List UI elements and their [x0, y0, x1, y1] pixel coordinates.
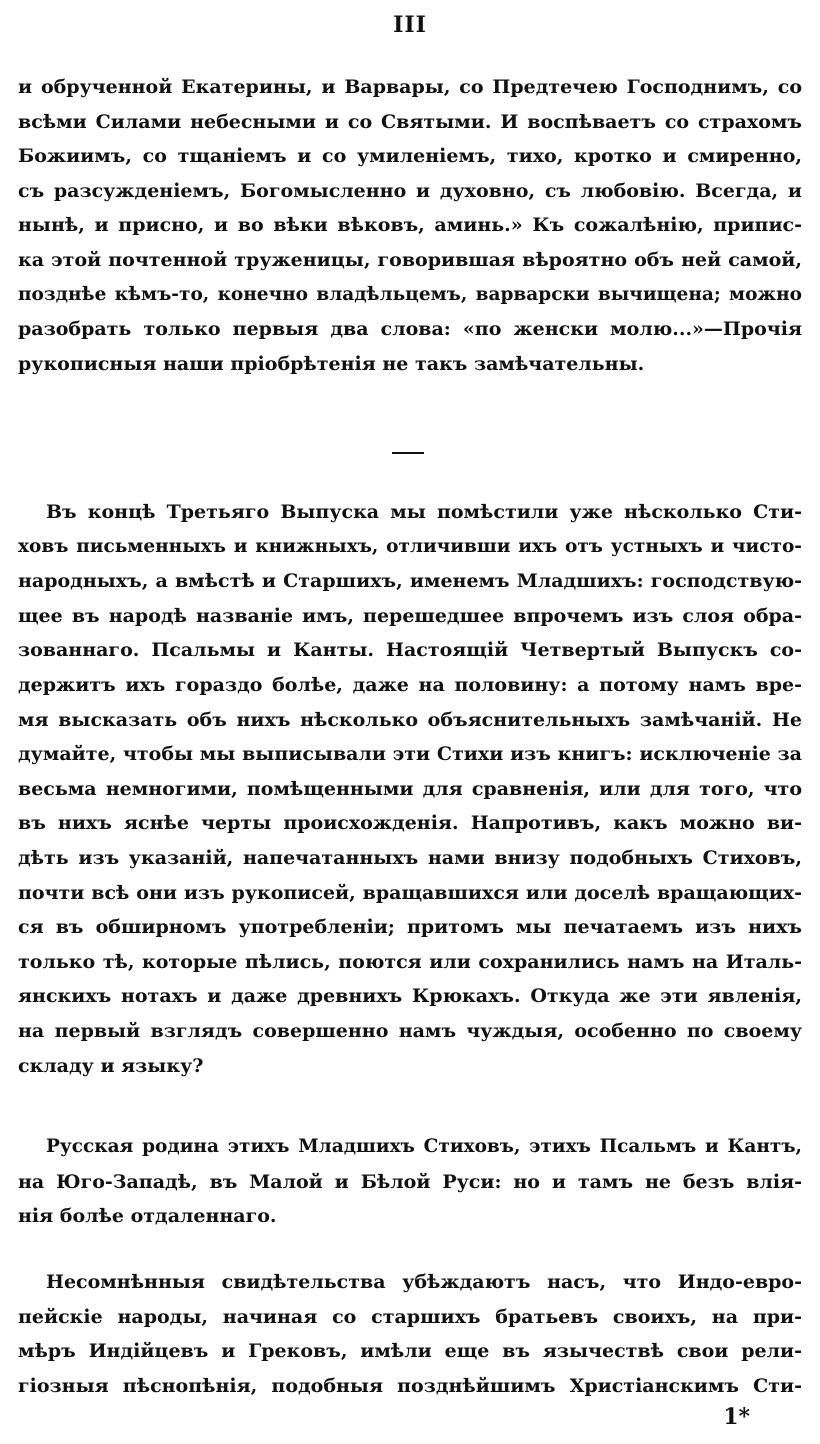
text-line: нія болѣе отдаленнаго. — [18, 1205, 277, 1228]
text-line: Русская родина этихъ Младшихъ Стиховъ, этихъ Псальмъ и Кантъ, — [46, 1136, 802, 1157]
paragraph-3 — [18, 1130, 802, 1234]
text-line: съ разсужденіемъ, Богомысленно и духовно, съ любовію. Всегда, и — [18, 179, 802, 202]
text-line: и обрученной Екатерины, и Варвары, со Предтечею Господнимъ, со — [18, 76, 802, 98]
text-line: только тѣ, которые пѣлись, поются или сохранились намъ на Италь- — [18, 950, 802, 973]
text-line: пейскіе народы, начиная со старшихъ братьевъ своихъ, на при- — [18, 1305, 802, 1328]
text-line: Божиимъ, со тщаніемъ и со умиленіемъ, тихо, кротко и смиренно, — [18, 145, 802, 168]
text-line: щее въ народѣ названіе имъ, перешедшее впрочемъ изъ слоя обра- — [18, 604, 802, 627]
text-line: янскихъ нотахъ и даже древнихъ Крюкахъ. Откуда же эти явленія, — [18, 985, 802, 1008]
text-line: гіозныя пѣснопѣнія, подобныя позднѣйшимъ Христіанскимъ Сти- — [18, 1374, 802, 1397]
text-line: позднѣе кѣмъ-то, конечно владѣльцемъ, варварски вычищена; можно — [18, 283, 802, 305]
paragraph-1 — [18, 70, 802, 381]
text-line: дѣть изъ указаній, напечатанныхъ нами внизу подобныхъ Стиховъ, — [18, 846, 802, 869]
printer-signature-mark: 1* — [723, 1404, 750, 1430]
text-line: ховъ письменныхъ и книжныхъ, отличивши ихъ отъ устныхъ и чисто- — [18, 535, 802, 557]
text-line: мѣръ Индійцевъ и Грековъ, имѣли еще въ язычествѣ свои рели- — [18, 1340, 802, 1363]
text-line: въ нихъ яснѣе черты происхожденія. Напротивъ, какъ можно ви- — [18, 812, 802, 835]
text-line: думайте, чтобы мы выписывали эти Стихи изъ книгъ: исключеніе за — [18, 743, 802, 766]
text-line: на первый взглядъ совершенно намъ чуждыя, особенно по своему — [18, 1019, 802, 1042]
paragraph-4 — [18, 1265, 802, 1403]
text-line: складу и языку? — [18, 1054, 204, 1077]
text-line: ка этой почтенной труженицы, говорившая вѣроятно объ ней самой, — [18, 248, 802, 271]
text-line: держитъ ихъ гораздо болѣе, даже на половину: а потому намъ вре- — [18, 673, 802, 696]
text-line: весьма немногими, помѣщенными для сравненія, или для того, что — [18, 777, 802, 800]
text-line: Несомнѣнныя свидѣтельства убѣждаютъ насъ, что Индо-евро- — [46, 1271, 802, 1293]
page-number: III — [393, 12, 427, 38]
paragraph-2 — [18, 495, 802, 1083]
text-line: народныхъ, а вмѣстѣ и Старшихъ, именемъ Младшихъ: господствую- — [18, 570, 802, 593]
text-line: нынѣ, и присно, и во вѣки вѣковъ, аминь.» Къ сожалѣнію, припис- — [18, 214, 802, 237]
text-line: почти всѣ они изъ рукописей, вращавшихся или доселѣ вращающих- — [18, 881, 802, 904]
text-line: всѣми Силами небесными и со Святыми. И воспѣваетъ со страхомъ — [18, 110, 802, 133]
text-line: зованнаго. Псальмы и Канты. Настоящій Четвертый Выпускъ со- — [18, 639, 802, 662]
text-line: рукописныя наши пріобрѣтенія не такъ замѣчательны. — [18, 352, 645, 375]
text-line: мя высказать объ нихъ нѣсколько объяснительныхъ замѣчаній. Не — [18, 708, 802, 731]
text-line: ся въ обширномъ употребленіи; притомъ мы печатаемъ изъ нихъ — [18, 916, 802, 939]
section-divider — [392, 452, 424, 454]
text-line: на Юго-Западѣ, въ Малой и Бѣлой Руси: но и тамъ не безъ влія- — [18, 1170, 802, 1193]
text-line: разобрать только первыя два слова: «по женски молю...»—Прочія — [18, 318, 802, 341]
text-line: Въ концѣ Третьяго Выпуска мы помѣстили уже нѣсколько Сти- — [46, 501, 802, 523]
